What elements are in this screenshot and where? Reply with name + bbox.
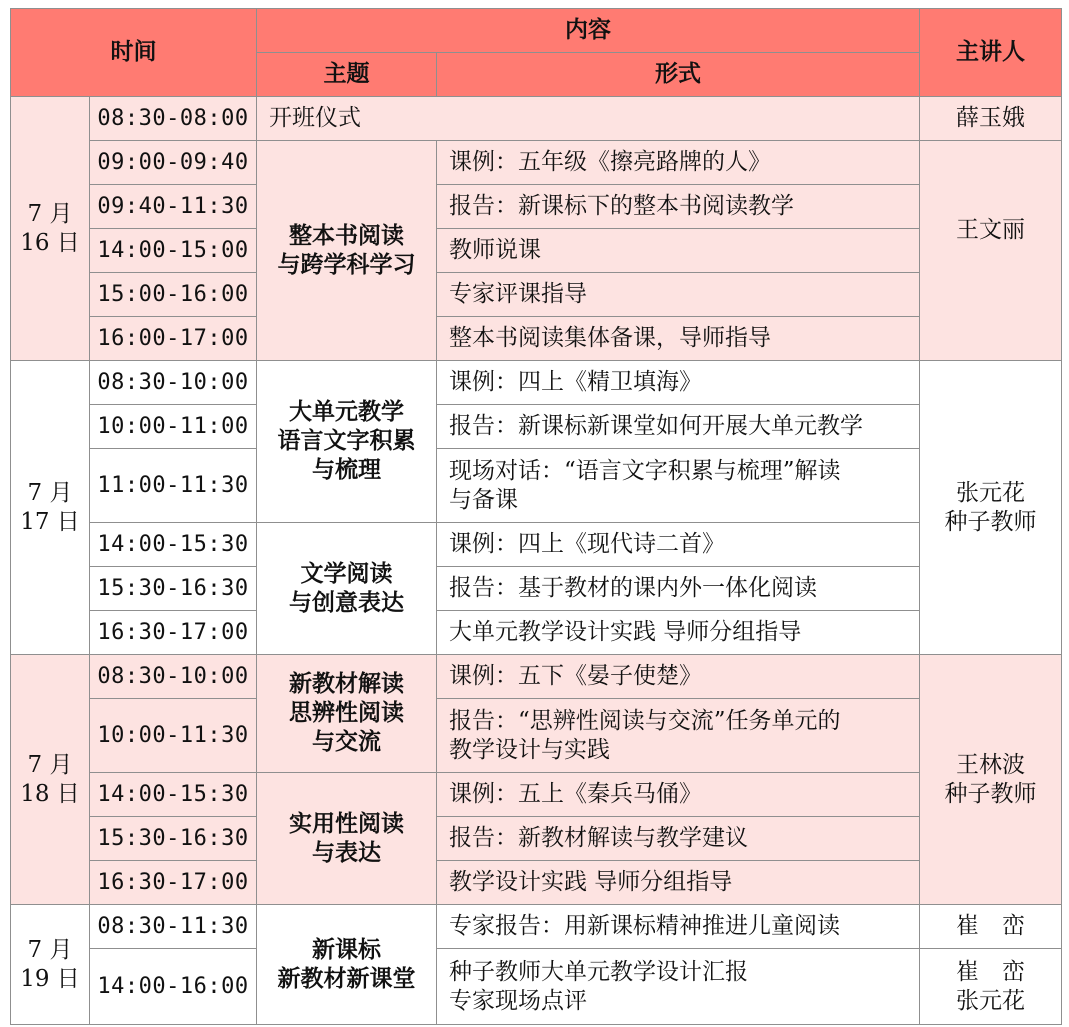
table-row — [11, 567, 1062, 611]
topic-cell: 实用性阅读 与表达 — [257, 773, 437, 905]
table-row — [11, 361, 1062, 405]
speaker-cell: 张元花 种子教师 — [920, 361, 1062, 655]
speaker-cell: 薛玉娥 — [920, 97, 1062, 141]
table-row — [11, 699, 1062, 773]
format-cell: 专家报告：用新课标精神推进儿童阅读 — [437, 905, 920, 949]
time-cell: 10:00-11:00 — [90, 405, 257, 449]
time-cell: 10:00-11:30 — [90, 699, 257, 773]
time-cell: 08:30-11:30 — [90, 905, 257, 949]
header-content: 内容 — [257, 9, 920, 53]
table-row — [11, 611, 1062, 655]
format-cell: 种子教师大单元教学设计汇报 专家现场点评 — [437, 949, 920, 1025]
table-row — [11, 523, 1062, 567]
time-cell: 09:40-11:30 — [90, 185, 257, 229]
table-row — [11, 141, 1062, 185]
format-cell: 课例：五下《晏子使楚》 — [437, 655, 920, 699]
format-cell: 报告：新课标下的整本书阅读教学 — [437, 185, 920, 229]
format-cell: 报告：新教材解读与教学建议 — [437, 817, 920, 861]
table-row — [11, 949, 1062, 1025]
header-time: 时间 — [11, 9, 257, 97]
topic-cell: 文学阅读 与创意表达 — [257, 523, 437, 655]
topic-cell: 大单元教学 语言文字积累 与梳理 — [257, 361, 437, 523]
topic-cell: 整本书阅读 与跨学科学习 — [257, 141, 437, 361]
table-row — [11, 773, 1062, 817]
time-cell: 16:00-17:00 — [90, 317, 257, 361]
format-cell: 课例：五上《秦兵马俑》 — [437, 773, 920, 817]
time-cell: 16:30-17:00 — [90, 611, 257, 655]
table-row — [11, 905, 1062, 949]
time-cell: 11:00-11:30 — [90, 449, 257, 523]
format-cell: 整本书阅读集体备课，导师指导 — [437, 317, 920, 361]
speaker-cell: 崔 峦 — [920, 905, 1062, 949]
table-row — [11, 97, 1062, 141]
format-cell: 专家评课指导 — [437, 273, 920, 317]
table-row — [11, 405, 1062, 449]
table-row — [11, 655, 1062, 699]
table-row — [11, 229, 1062, 273]
speaker-cell: 崔 峦 张元花 — [920, 949, 1062, 1025]
time-cell: 08:30-08:00 — [90, 97, 257, 141]
table-row — [11, 449, 1062, 523]
time-cell: 14:00-16:00 — [90, 949, 257, 1025]
format-cell: 课例：四上《精卫填海》 — [437, 361, 920, 405]
format-cell: 现场对话：“语言文字积累与梳理”解读 与备课 — [437, 449, 920, 523]
speaker-cell: 王文丽 — [920, 141, 1062, 361]
header-topic: 主题 — [257, 53, 437, 97]
date-cell: 7 月 16 日 — [11, 97, 90, 361]
time-cell: 16:30-17:00 — [90, 861, 257, 905]
time-cell: 09:00-09:40 — [90, 141, 257, 185]
time-cell: 14:00-15:00 — [90, 229, 257, 273]
format-cell: 课例：四上《现代诗二首》 — [437, 523, 920, 567]
topic-cell: 新教材解读 思辨性阅读 与交流 — [257, 655, 437, 773]
time-cell: 15:00-16:00 — [90, 273, 257, 317]
table-row — [11, 317, 1062, 361]
format-cell: 开班仪式 — [257, 97, 920, 141]
table-row — [11, 273, 1062, 317]
time-cell: 08:30-10:00 — [90, 655, 257, 699]
date-cell: 7 月 18 日 — [11, 655, 90, 905]
table-row — [11, 185, 1062, 229]
table-row — [11, 817, 1062, 861]
time-cell: 08:30-10:00 — [90, 361, 257, 405]
header-speaker: 主讲人 — [920, 9, 1062, 97]
schedule-table — [10, 8, 1062, 1025]
format-cell: 大单元教学设计实践 导师分组指导 — [437, 611, 920, 655]
time-cell: 14:00-15:30 — [90, 523, 257, 567]
format-cell: 教师说课 — [437, 229, 920, 273]
time-cell: 15:30-16:30 — [90, 567, 257, 611]
date-cell: 7 月 19 日 — [11, 905, 90, 1025]
table-row — [11, 861, 1062, 905]
header-format: 形式 — [437, 53, 920, 97]
format-cell: 教学设计实践 导师分组指导 — [437, 861, 920, 905]
speaker-cell: 王林波 种子教师 — [920, 655, 1062, 905]
format-cell: 报告：新课标新课堂如何开展大单元教学 — [437, 405, 920, 449]
format-cell: 课例：五年级《擦亮路牌的人》 — [437, 141, 920, 185]
format-cell: 报告：“思辨性阅读与交流”任务单元的 教学设计与实践 — [437, 699, 920, 773]
topic-cell: 新课标 新教材新课堂 — [257, 905, 437, 1025]
format-cell: 报告：基于教材的课内外一体化阅读 — [437, 567, 920, 611]
date-cell: 7 月 17 日 — [11, 361, 90, 655]
time-cell: 14:00-15:30 — [90, 773, 257, 817]
time-cell: 15:30-16:30 — [90, 817, 257, 861]
